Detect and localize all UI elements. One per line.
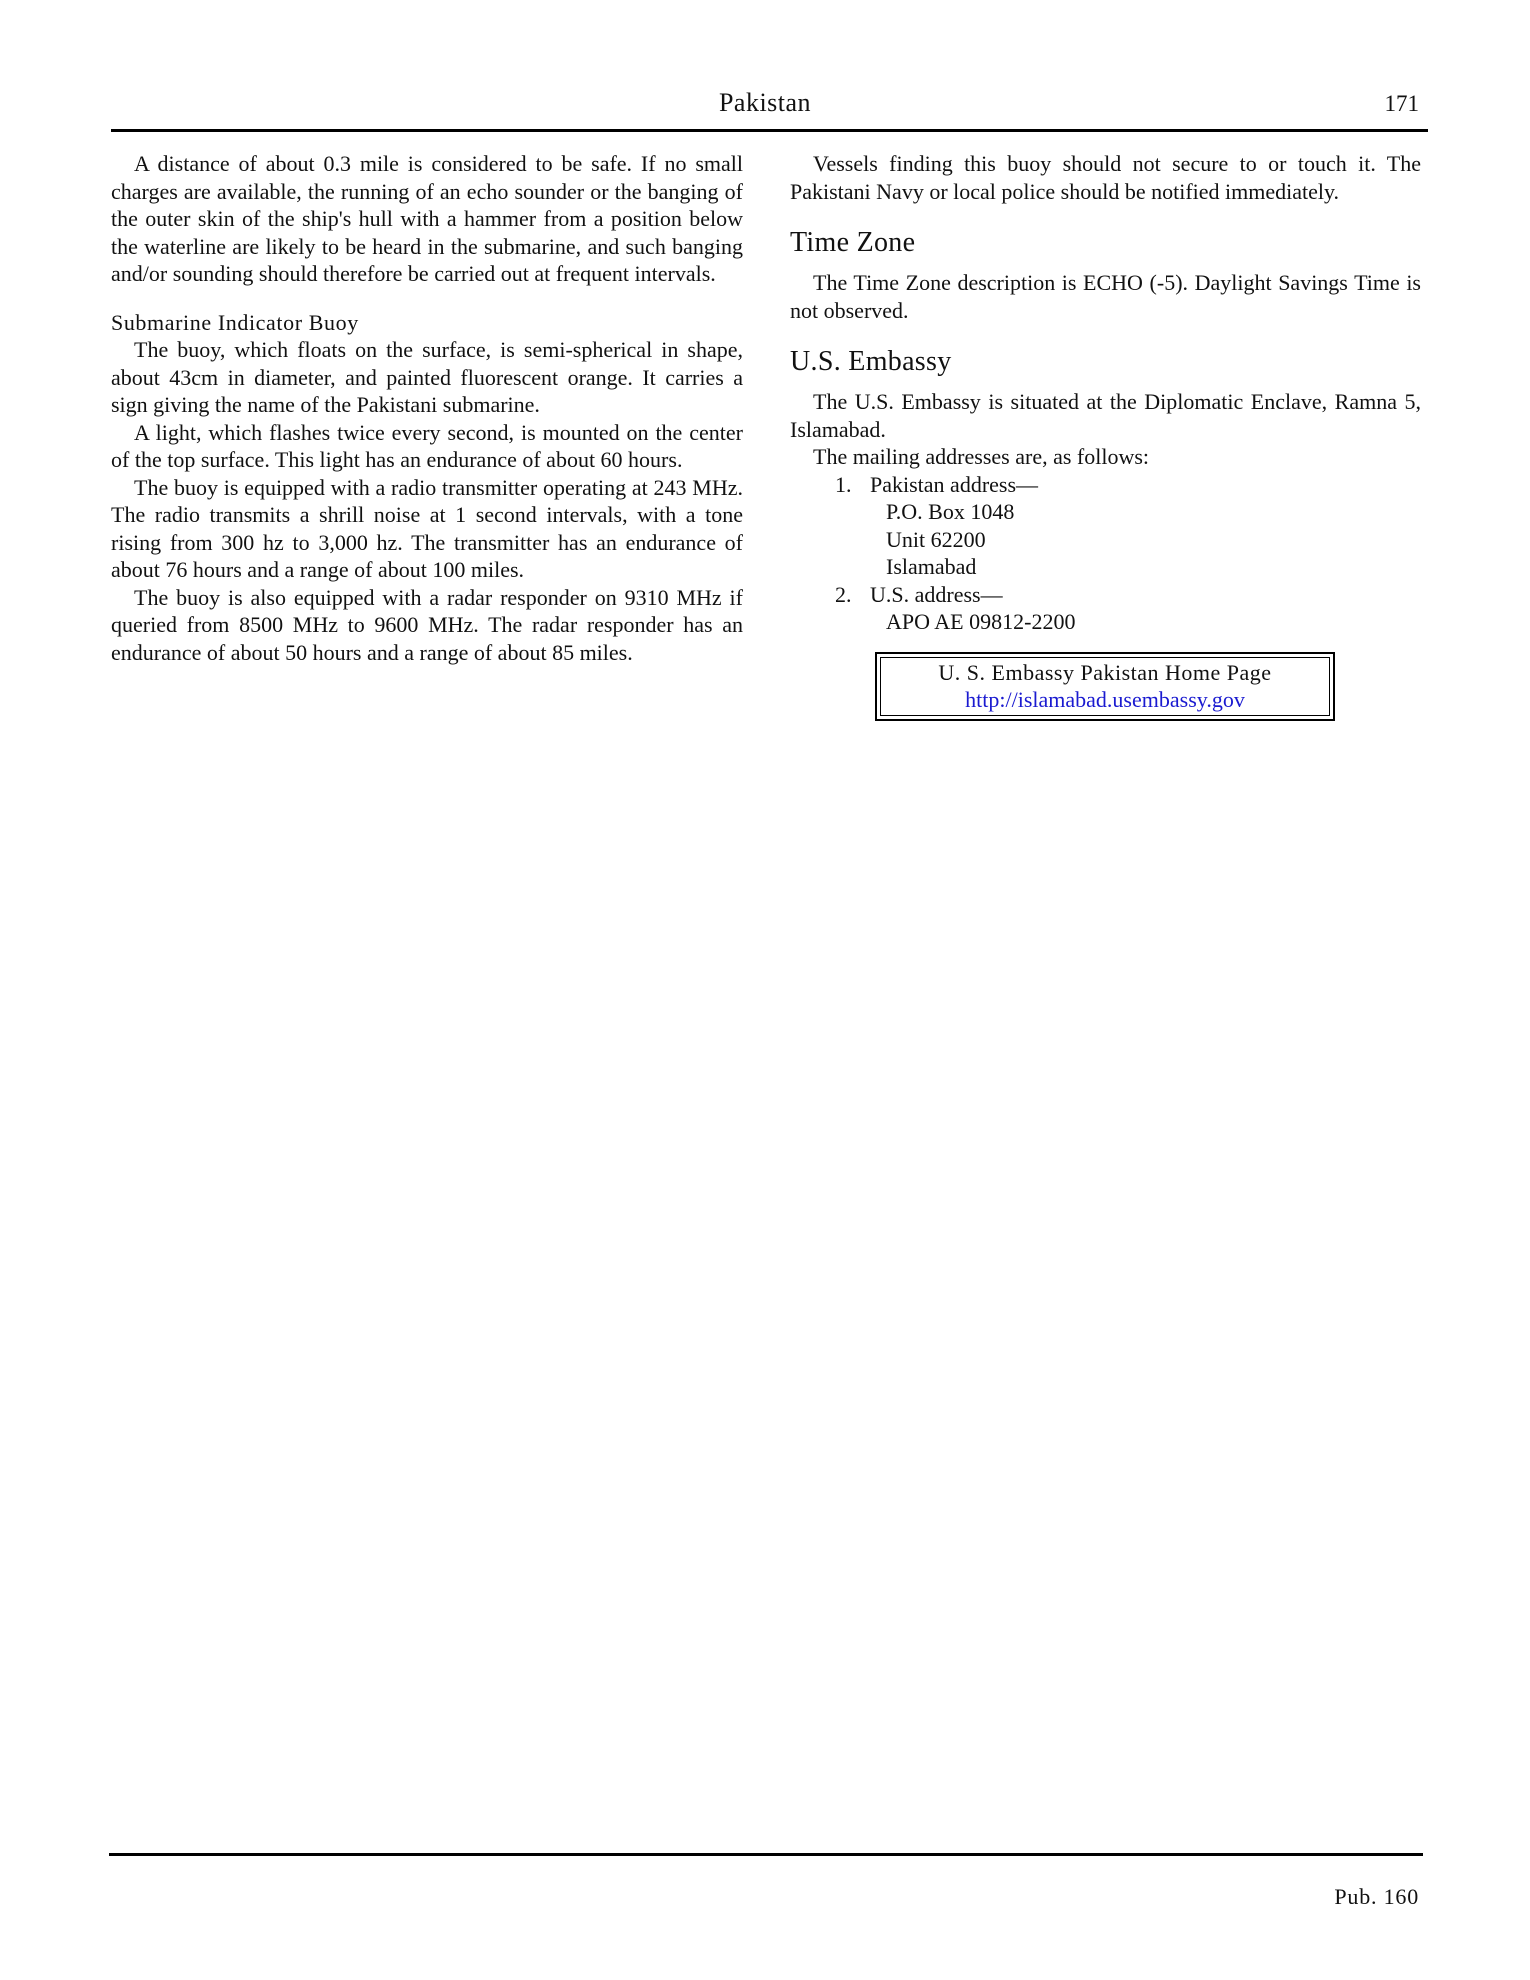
subheading: Submarine Indicator Buoy (111, 309, 359, 335)
paragraph: The Time Zone description is ECHO (-5). Daylight Savings Time is not observed. (790, 270, 1421, 323)
paragraph: The mailing addresses are, as follows: (813, 444, 1150, 469)
paragraph: A distance of about 0.3 mile is considered to be safe. If no small charges are available, the running of an echo sounder or the banging of the outer skin of the ship's hull with a hammer from a position below the waterline are likely to be heard in the submarine, and such banging and/or sounding should therefore be carried out at frequent intervals. (111, 151, 743, 286)
paragraph: The buoy, which floats on the surface, is semi-spherical in shape, about 43cm in diameter, and painted fluorescent orange. It carries a sign giving the name of the Pakistani submarine. (111, 337, 743, 417)
address-line: APO AE 09812-2200 (886, 609, 1076, 634)
section-heading-time-zone: Time Zone (790, 227, 916, 258)
running-header-title: Pakistan (718, 88, 812, 117)
left-column (111, 150, 743, 666)
paragraph: A light, which flashes twice every second, is mounted on the center of the top surface. This light has an endurance of about 60 hours. (111, 419, 743, 472)
address-item (790, 471, 1421, 499)
header-rule (111, 129, 1428, 132)
paragraph: Vessels finding this buoy should not secure to or touch it. The Pakistani Navy or local police should be notified immediately. (790, 151, 1421, 204)
right-column (790, 150, 1421, 721)
address-line: P.O. Box 1048 (886, 499, 1015, 524)
list-number: 1. (835, 471, 852, 497)
address-label: U.S. address— (870, 581, 1003, 607)
publication-number: Pub. 160 (1334, 1884, 1419, 1909)
list-number: 2. (835, 581, 852, 607)
page-number: 171 (1384, 91, 1419, 116)
paragraph: The buoy is also equipped with a radar responder on 9310 MHz if queried from 8500 MHz to 9600 MHz. The radar responder has an endurance of about 50 hours and a range of about 85 miles. (111, 584, 743, 665)
paragraph: The U.S. Embassy is situated at the Diplomatic Enclave, Ramna 5, Islamabad. (790, 389, 1421, 442)
embassy-homepage-box (875, 652, 1335, 721)
paragraph: The buoy is equipped with a radio transmitter operating at 243 MHz. The radio transmits a shrill noise at 1 second intervals, with a tone rising from 300 hz to 3,000 hz. The transmitter has an endurance of about 76 hours and a range of about 100 miles. (111, 474, 743, 582)
embassy-link[interactable]: http://islamabad.usembassy.gov (965, 686, 1245, 712)
section-heading-embassy: U.S. Embassy (790, 346, 952, 377)
address-item (790, 581, 1421, 609)
address-label: Pakistan address— (870, 471, 1039, 497)
address-line: Islamabad (886, 554, 977, 579)
box-title: U. S. Embassy Pakistan Home Page (938, 659, 1272, 685)
address-line: Unit 62200 (886, 526, 986, 552)
footer-rule (109, 1853, 1423, 1856)
